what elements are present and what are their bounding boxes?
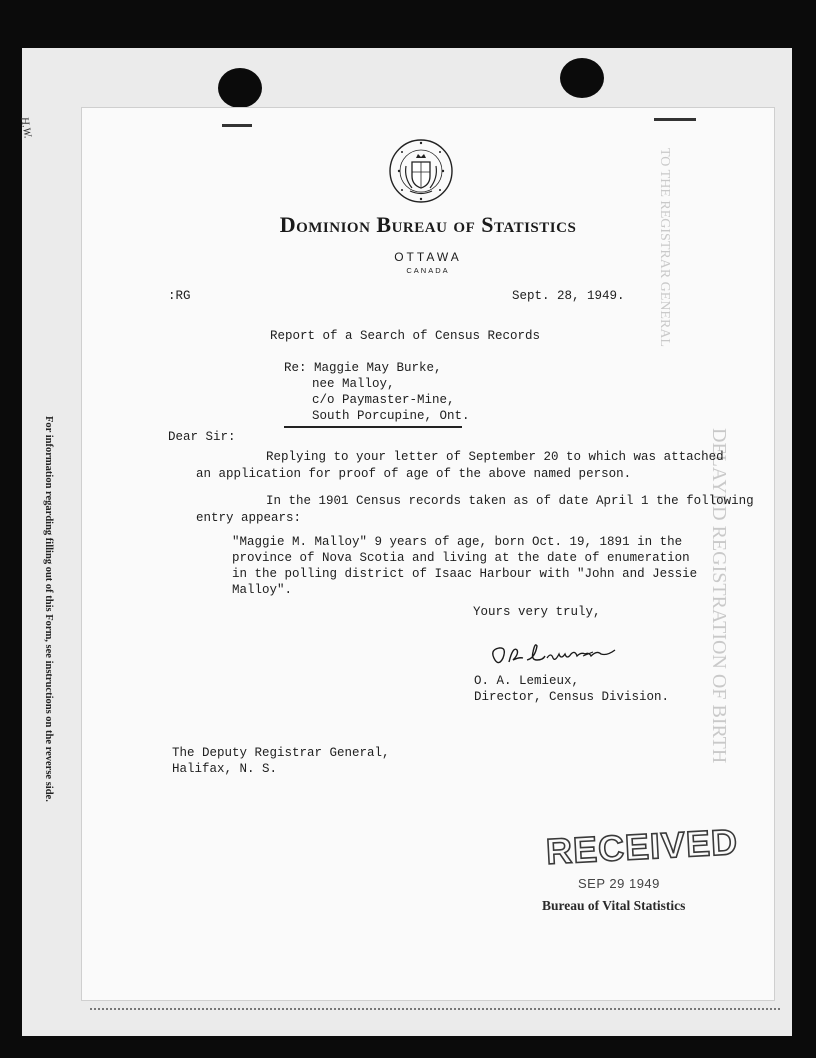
quote-line1: "Maggie M. Malloy" 9 years of age, born Oct. 19, 1891 in the: [232, 535, 683, 549]
paragraph1-line1: Replying to your letter of September 20 to which was attached: [266, 450, 724, 464]
perforation-line: [90, 1008, 780, 1010]
signer-name: O. A. Lemieux,: [474, 674, 580, 688]
re-line-2: nee Malloy,: [312, 377, 395, 391]
letterhead-city: OTTAWA: [394, 250, 462, 264]
punch-hole-right: [560, 58, 604, 98]
subject-line: Report of a Search of Census Records: [270, 329, 541, 343]
stamp-date: SEP 29 1949: [578, 876, 660, 891]
closing: Yours very truly,: [473, 605, 601, 619]
quote-line4: Malloy".: [232, 583, 293, 597]
margin-note: H.W.: [18, 116, 34, 140]
re-line-1: Re: Maggie May Burke,: [284, 361, 442, 375]
clip-mark-right: [654, 118, 696, 121]
stamp-label: RECEIVED: [545, 821, 739, 872]
paragraph1-line2: an application for proof of age of the above named person.: [196, 467, 632, 481]
letter-sheet: [82, 108, 774, 1000]
coat-of-arms-seal: [388, 138, 454, 204]
reference-code: :RG: [168, 289, 191, 303]
quote-line3: in the polling district of Isaac Harbour with "John and Jessie: [232, 567, 698, 581]
bleed-text-1: DELAYED REGISTRATION OF BIRTH: [708, 428, 730, 764]
re-line-3: c/o Paymaster-Mine,: [312, 393, 455, 407]
signature-image: [487, 636, 637, 672]
signer-title: Director, Census Division.: [474, 690, 670, 704]
letterhead-country: CANADA: [406, 266, 450, 275]
re-line-4: South Porcupine, Ont.: [312, 409, 470, 423]
letter-date: Sept. 28, 1949.: [512, 289, 625, 303]
punch-hole-left: [218, 68, 262, 108]
recipient-line1: The Deputy Registrar General,: [172, 746, 390, 760]
clip-mark-left: [222, 124, 252, 127]
bleed-text-2: TO THE REGISTRAR GENERAL: [657, 148, 672, 347]
stamp-bureau: Bureau of Vital Statistics: [542, 898, 686, 913]
salutation: Dear Sir:: [168, 430, 236, 444]
letterhead-title: Dominion Bureau of Statistics: [279, 212, 577, 237]
re-underline: [284, 426, 462, 428]
paragraph2-line1: In the 1901 Census records taken as of date April 1 the following: [266, 494, 754, 508]
paragraph2-line2: entry appears:: [196, 511, 302, 525]
received-stamp: [542, 821, 739, 926]
recipient-line2: Halifax, N. S.: [172, 762, 278, 776]
quote-line2: province of Nova Scotia and living at the date of enumeration: [232, 551, 690, 565]
side-instruction: For information regarding filling out of this Form, see instructions on the reverse side.: [43, 416, 54, 802]
